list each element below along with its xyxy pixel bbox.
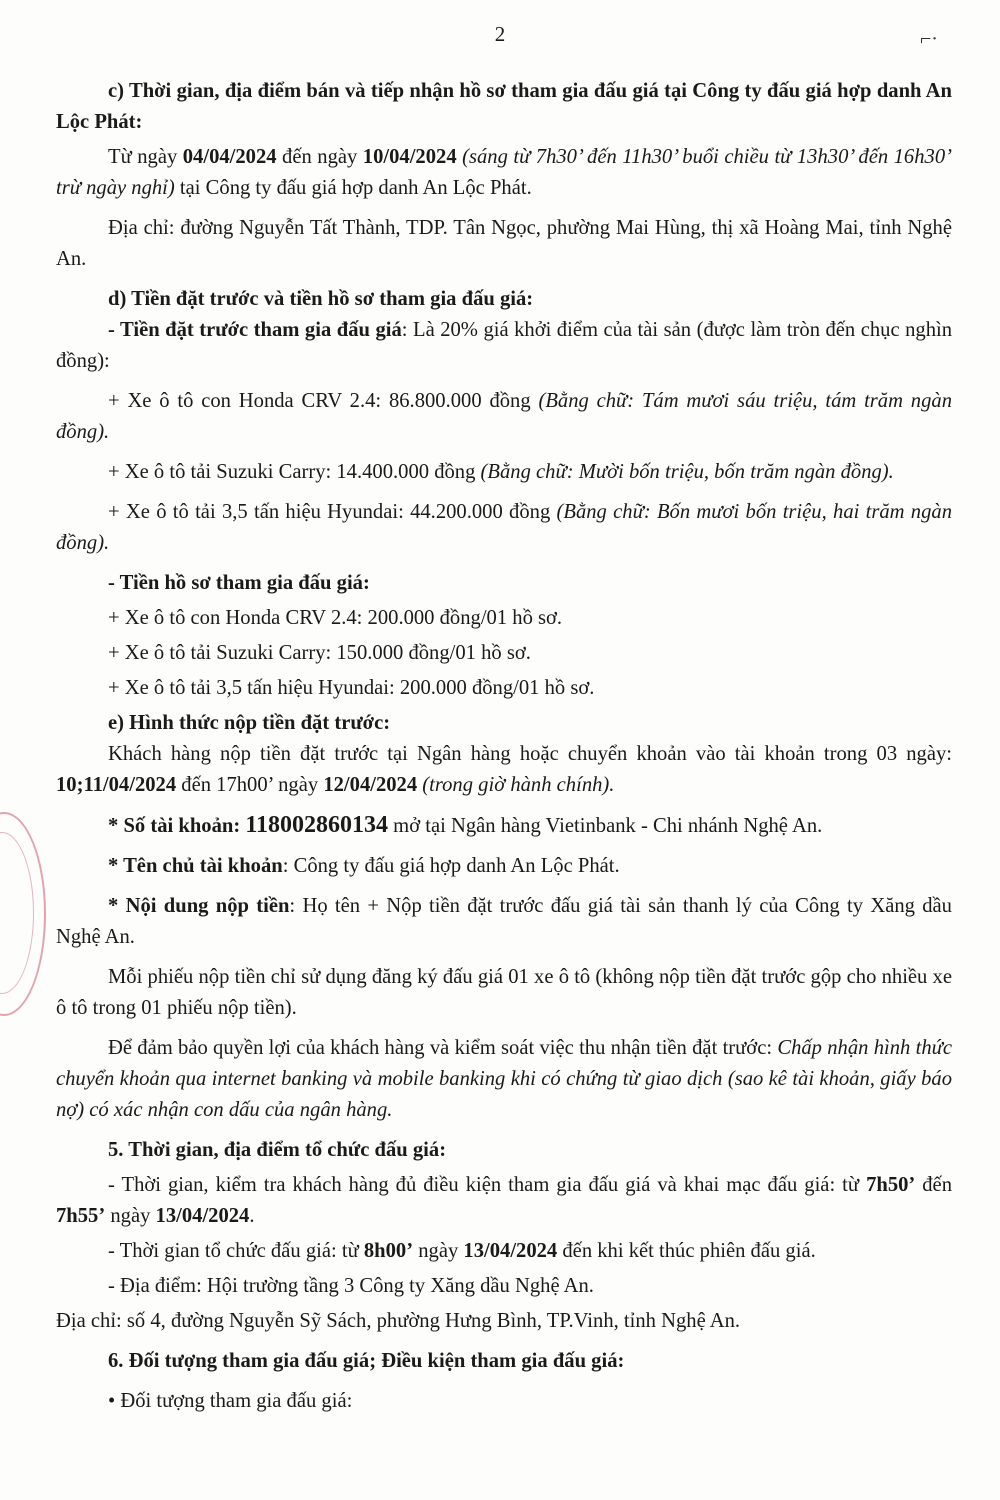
section-6-heading: 6. Đối tượng tham gia đấu giá; Điều kiện tham gia đấu giá: <box>108 1350 625 1372</box>
section-c-address: Địa chỉ: đường Nguyễn Tất Thành, TDP. Tân Ngọc, phường Mai Hùng, thị xã Hoàng Mai, tỉnh Nghệ An. <box>56 217 952 270</box>
bank-account-number: 118002860134 <box>245 812 389 838</box>
section-d-heading: d) Tiền đặt trước và tiền hồ sơ tham gia đấu giá: <box>108 288 534 310</box>
fee-item: + Xe ô tô tải Suzuki Carry: 150.000 đồng/01 hồ sơ. <box>108 642 531 664</box>
document-body <box>56 76 952 1417</box>
handwritten-mark: ⌐· <box>920 28 938 50</box>
deposit-item: + Xe ô tô tải Suzuki Carry: 14.400.000 đồng (Bằng chữ: Mười bốn triệu, bốn trăm ngàn đồng). <box>108 461 894 483</box>
assurance-paragraph: Để đảm bảo quyền lợi của khách hàng và kiểm soát việc thu nhận tiền đặt trước: Chấp nhận hình thức chuyển khoản qua internet banking và mobile banking khi có chứng từ giao dịch (sao kê tài khoản, giấy báo nợ) có xác nhận con dấu của ngân hàng. <box>56 1037 952 1121</box>
section-5-address: Địa chỉ: số 4, đường Nguyễn Sỹ Sách, phường Hưng Bình, TP.Vinh, tỉnh Nghệ An. <box>56 1310 741 1332</box>
fee-item: + Xe ô tô tải 3,5 tấn hiệu Hyundai: 200.000 đồng/01 hồ sơ. <box>108 677 595 699</box>
section-5-auction-time: - Thời gian tổ chức đấu giá: từ 8h00’ ngày 13/04/2024 đến khi kết thúc phiên đấu giá. <box>108 1240 816 1262</box>
section-5-venue: - Địa điểm: Hội trường tầng 3 Công ty Xăng dầu Nghệ An. <box>108 1275 594 1297</box>
section-c-heading: c) Thời gian, địa điểm bán và tiếp nhận hồ sơ tham gia đấu giá tại Công ty đấu giá hợp danh An Lộc Phát: <box>56 80 952 133</box>
fee-heading: - Tiền hồ sơ tham gia đấu giá: <box>108 572 370 594</box>
section-5-heading: 5. Thời gian, địa điểm tổ chức đấu giá: <box>108 1139 447 1161</box>
page-number: 2 <box>494 22 506 46</box>
payment-content-line: * Nội dung nộp tiền: Họ tên + Nộp tiền đặt trước đấu giá tài sản thanh lý của Công ty Xăng dầu Nghệ An. <box>56 895 952 948</box>
slip-note: Mỗi phiếu nộp tiền chỉ sử dụng đăng ký đấu giá 01 xe ô tô (không nộp tiền đặt trước gộp cho nhiều xe ô tô trong 01 phiếu nộp tiền). <box>56 966 952 1019</box>
fee-item: + Xe ô tô con Honda CRV 2.4: 200.000 đồng/01 hồ sơ. <box>108 607 563 629</box>
account-owner-line: * Tên chủ tài khoản: Công ty đấu giá hợp danh An Lộc Phát. <box>108 855 620 877</box>
deposit-item: + Xe ô tô con Honda CRV 2.4: 86.800.000 đồng (Bằng chữ: Tám mươi sáu triệu, tám trăm ngàn đồng). <box>56 390 952 443</box>
deposit-paragraph: - Tiền đặt trước tham gia đấu giá: Là 20% giá khởi điểm của tài sản (được làm tròn đến chục nghìn đồng): <box>56 319 953 372</box>
deposit-item: + Xe ô tô tải 3,5 tấn hiệu Hyundai: 44.200.000 đồng (Bằng chữ: Bốn mươi bốn triệu, hai trăm ngàn đồng). <box>56 501 952 554</box>
section-e-paragraph: Khách hàng nộp tiền đặt trước tại Ngân hàng hoặc chuyển khoản vào tài khoản trong 03 ngày: 10;11/04/2024 đến 17h00’ ngày 12/04/2024 (trong giờ hành chính). <box>56 743 952 796</box>
section-6-bullet: • Đối tượng tham gia đấu giá: <box>108 1390 353 1412</box>
section-5-check-time: - Thời gian, kiểm tra khách hàng đủ điều kiện tham gia đấu giá và khai mạc đấu giá: từ 7h50’ đến 7h55’ ngày 13/04/2024. <box>56 1174 952 1227</box>
section-c-time-paragraph: Từ ngày 04/04/2024 đến ngày 10/04/2024 (sáng từ 7h30’ đến 11h30’ buổi chiều từ 13h30’ đến 16h30’ trừ ngày nghỉ) tại Công ty đấu giá hợp danh An Lộc Phát. <box>56 146 952 199</box>
bank-account-line: * Số tài khoản: 118002860134 mở tại Ngân hàng Vietinbank - Chi nhánh Nghệ An. <box>108 812 823 838</box>
section-e-heading: e) Hình thức nộp tiền đặt trước: <box>108 712 391 734</box>
